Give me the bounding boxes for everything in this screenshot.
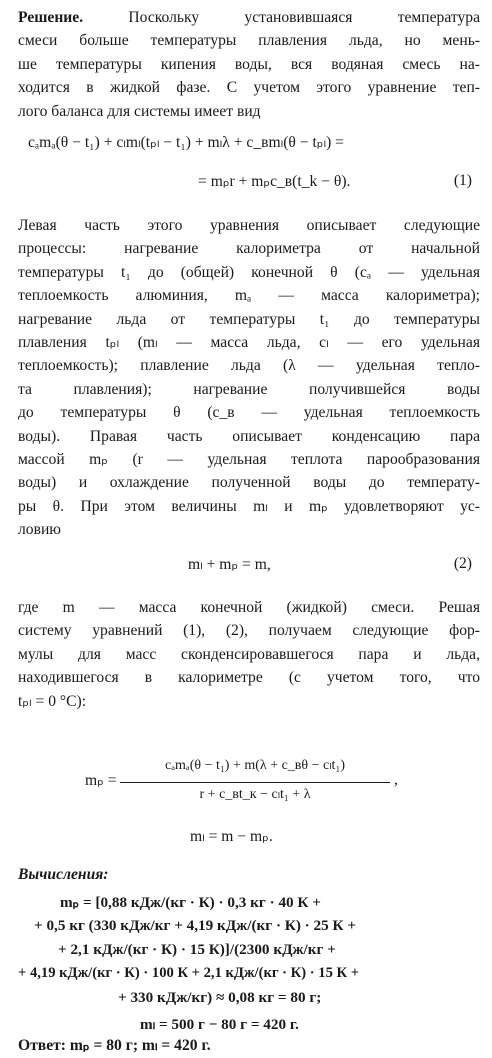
explanation-line: ловию	[18, 521, 61, 539]
calculation-result: mₗ = 500 г − 80 г = 420 г.	[140, 1016, 299, 1033]
calculation-line: mₚ = [0,88 кДж/(кг · К) · 0,3 кг · 40 К +	[60, 894, 321, 911]
equation-1-number: (1)	[453, 172, 472, 189]
calculation-line: + 330 кДж/кг) ≈ 0,08 кг = 80 г;	[118, 989, 322, 1006]
calculations-heading: Вычисления:	[18, 866, 109, 883]
answer-line	[18, 1036, 211, 1055]
explanation-line: та плавления); нагревание получившейся воды	[18, 380, 480, 398]
explanation-line: до температуры θ (c_в — удельная теплоемкость	[18, 404, 480, 422]
explanation-line: систему уравнений (1), (2), получаем следующие фор-	[18, 622, 480, 640]
solution-line: ходится в жидкой фазе. С учетом этого уравнение теп-	[18, 79, 480, 97]
equation-1-line-2: = mₚr + mₚc_в(t_k − θ).	[198, 173, 351, 190]
explanation-line: Левая часть этого уравнения описывает следующие	[18, 217, 480, 234]
answer-label: Ответ:	[18, 1037, 66, 1054]
explanation-line: ры θ. При этом величины mₗ и mₚ удовлетворяют ус-	[18, 497, 480, 515]
explanation-line: воды) и охлаждение полученной воды до температу-	[18, 474, 480, 492]
equation-2: mₗ + mₚ = m,	[188, 556, 271, 573]
explanation-line: процессы: нагревание калориметра от начальной	[18, 240, 480, 258]
explanation-line: tₚₗ = 0 °C):	[18, 692, 87, 710]
explanation-line: плавления tₚₗ (mₗ — масса льда, cₗ — его удельная	[18, 334, 480, 352]
calculation-line: + 0,5 кг (330 кДж/кг + 4,19 кДж/(кг · К) · 25 К +	[34, 917, 356, 934]
explanation-line: нагревание льда от температуры t₁ до температуры	[18, 310, 480, 328]
solution-line: Поскольку установившаяся температура	[128, 9, 480, 26]
answer-text: mₚ = 80 г; mₗ = 420 г.	[69, 1037, 211, 1054]
explanation-1-paragraph	[18, 214, 480, 542]
explanation-line: теплоемкость); плавление льда (λ — удельная тепло-	[18, 357, 480, 375]
solution-line: лого баланса для системы имеет вид	[18, 102, 261, 120]
formula-tail: ,	[394, 771, 398, 788]
solution-line: ше температуры кипения воды, вся водяная смесь на-	[18, 55, 480, 73]
formula-denominator: r + c_вt_к − cₗt₁ + λ	[199, 787, 311, 802]
solution-heading: Решение.	[18, 9, 84, 26]
explanation-line: массой mₚ (r — удельная теплота парообразования	[18, 451, 480, 469]
explanation-line: находившегося в калориметре (с учетом того, что	[18, 669, 480, 687]
explanation-line: где m — масса конечной (жидкой) смеси. Решая	[18, 599, 480, 616]
equation-1-line-1: cₐmₐ(θ − t₁) + cₗmₗ(tₚₗ − t₁) + mₗλ + c_вmₗ(θ − tₚₗ) =	[28, 134, 344, 151]
explanation-2-paragraph	[18, 596, 480, 713]
explanation-line: воды). Правая часть описывает конденсацию пара	[18, 427, 480, 445]
fraction-bar	[120, 782, 390, 783]
explanation-line: мулы для масс сконденсировавшегося пара и льда,	[18, 645, 480, 663]
equation-2-number: (2)	[453, 555, 472, 572]
explanation-line: температуры t₁ до (общей) конечной θ (cₐ — удельная	[18, 263, 480, 281]
formula-second: mₗ = m − mₚ.	[190, 828, 273, 845]
calculation-line: + 4,19 кДж/(кг · К) · 100 К + 2,1 кДж/(кг · К) · 15 К +	[18, 965, 360, 981]
solution-line: смеси больше температуры плавления льда, но мень-	[18, 32, 480, 50]
formula-lhs: mₚ =	[85, 772, 117, 789]
calculation-line: + 2,1 кДж/(кг · К) · 15 К)]/(2300 кДж/кг +	[58, 941, 336, 958]
explanation-line: теплоемкость алюминия, mₐ — масса калориметра);	[18, 287, 480, 305]
formula-numerator: cₐmₐ(θ − t₁) + m(λ + c_вθ − cₗt₁)	[165, 758, 345, 773]
solution-paragraph	[18, 6, 480, 123]
